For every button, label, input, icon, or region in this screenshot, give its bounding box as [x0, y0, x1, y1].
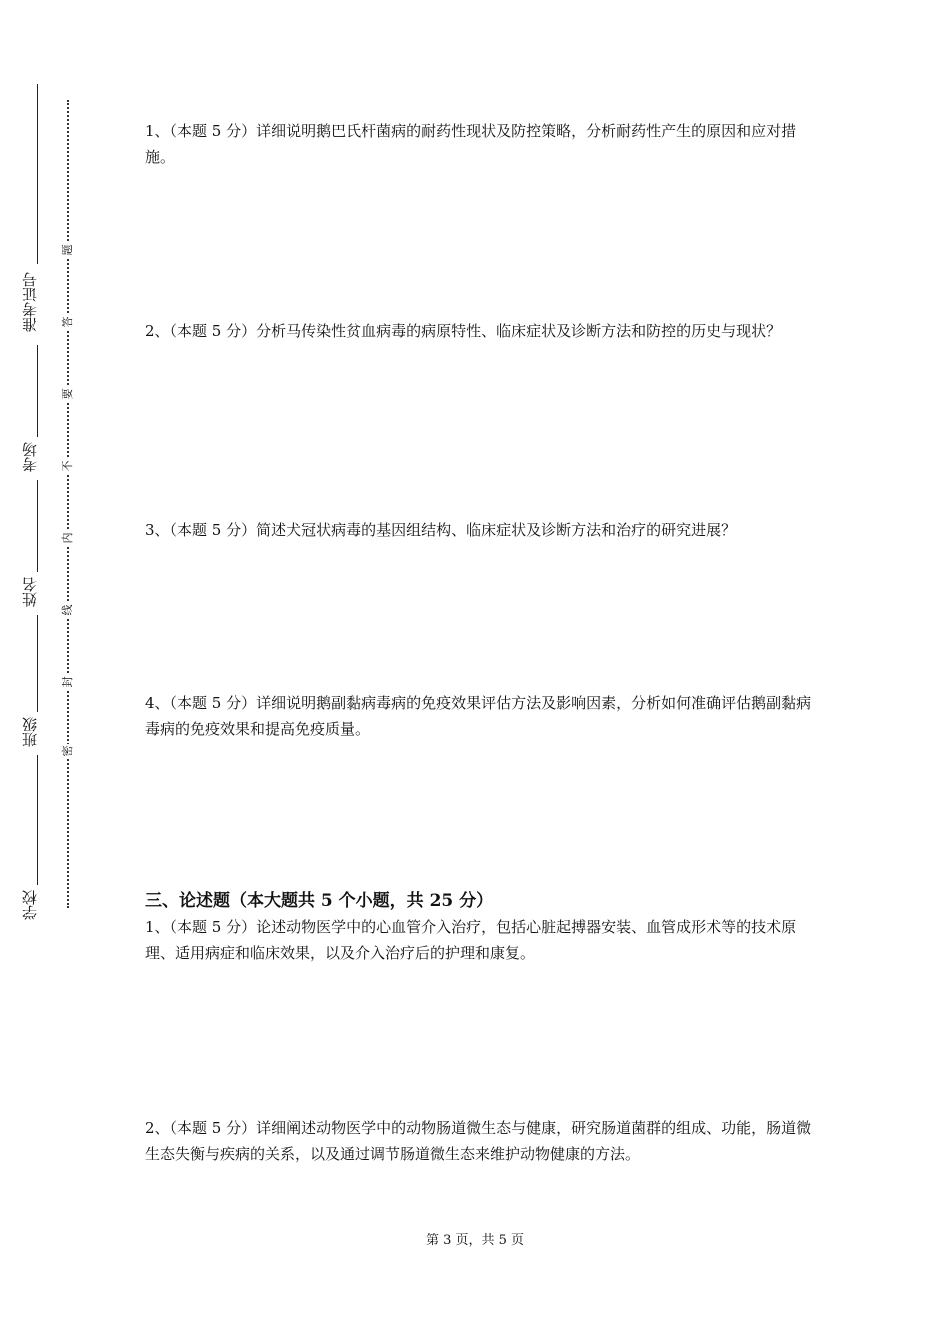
question-2-4: 4、（本题 5 分）详细说明鹅副黏病毒病的免疫效果评估方法及影响因素，分析如何准确评估鹅副黏病毒病的免疫效果和提高免疫质量。 [145, 694, 812, 738]
exam-id-label: 准考证号 [21, 272, 39, 332]
class-label: 班级 [21, 717, 39, 747]
seal-char: 答 [61, 316, 74, 328]
question-3-2: 2、（本题 5 分）详细阐述动物医学中的动物肠道微生态与健康，研究肠道菌群的组成、功能，肠道微生态失衡与疾病的关系，以及通过调节肠道微生态来维护动物健康的方法。 [145, 1119, 812, 1163]
page-footer: 第 3 页，共 5 页 [425, 1233, 525, 1248]
question-3-1: 1、（本题 5 分）论述动物医学中的心血管介入治疗，包括心脏起搏器安装、血管成形术等的技术原理、适用病症和临床效果，以及介入治疗后的护理和康复。 [145, 918, 797, 962]
seal-char: 封 [61, 676, 74, 688]
binding-line [37, 615, 38, 712]
binding-line [37, 480, 38, 572]
binding-line [37, 755, 38, 885]
seal-char: 要 [61, 388, 74, 400]
binding-line [37, 345, 38, 437]
seal-char: 不 [61, 460, 74, 472]
seal-char: 线 [61, 604, 74, 616]
question-2-1: 1、（本题 5 分）详细说明鹅巴氏杆菌病的耐药性现状及防控策略，分析耐药性产生的原因和应对措施。 [145, 122, 797, 166]
question-2-3: 3、（本题 5 分）简述犬冠状病毒的基因组结构、临床症状及诊断方法和治疗的研究进展？ [145, 521, 737, 539]
seal-char: 密 [61, 745, 74, 757]
seal-char: 题 [61, 244, 74, 256]
seal-char: 内 [61, 532, 74, 544]
binding-line [37, 84, 38, 264]
seal-dotted-line [67, 100, 69, 908]
question-2-2: 2、（本题 5 分）分析马传染性贫血病毒的病原特性、临床症状及诊断方法和防控的历史与现状？ [145, 322, 782, 340]
school-label: 学校 [21, 890, 39, 920]
exam-room-label: 考场 [21, 442, 39, 472]
name-label: 姓名 [21, 577, 39, 607]
section-three-heading: 三、论述题（本大题共 5 个小题，共 25 分） [145, 891, 494, 911]
